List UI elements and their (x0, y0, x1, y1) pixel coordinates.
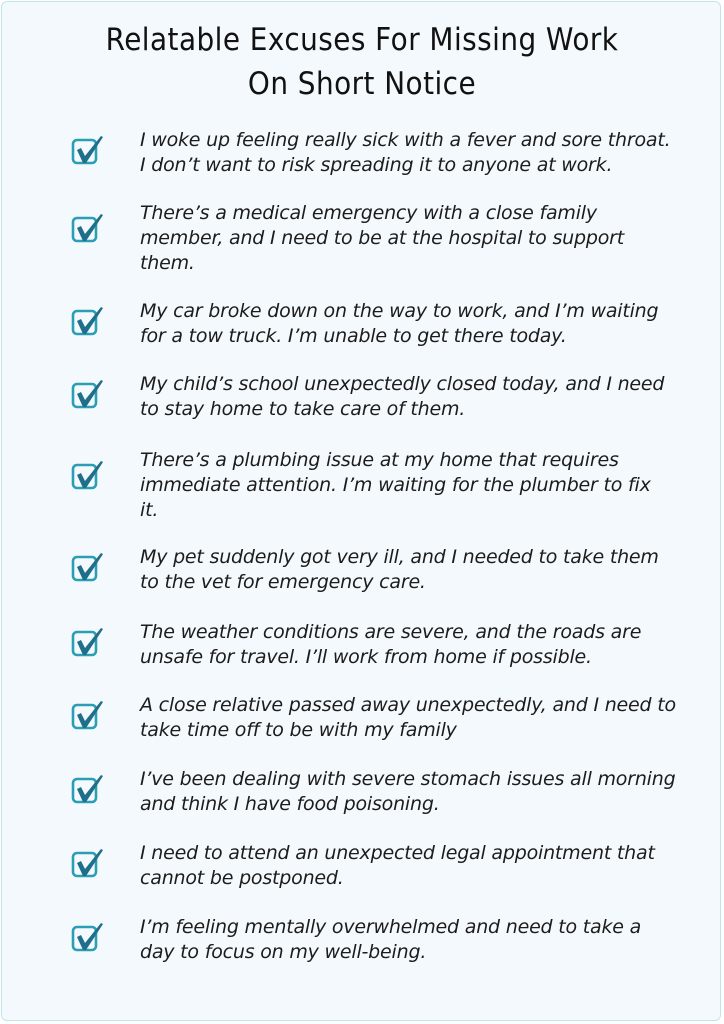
list-item-line: A close relative passed away unexpectedly, and I need to (140, 694, 676, 716)
list-item-text (140, 693, 700, 743)
list-item-text (140, 767, 700, 817)
list-item-line: I don’t want to risk spreading it to anyone at work. (140, 154, 613, 176)
list-item-line: for a tow truck. I’m unable to get there today. (140, 325, 567, 347)
list-item-line: day to focus on my well-being. (140, 941, 427, 963)
list-item-line: member, and I need to be at the hospital to support (140, 227, 624, 249)
list-item-line: There’s a plumbing issue at my home that requires (140, 449, 619, 471)
list-item-line: I woke up feeling really sick with a fever and sore throat. (140, 129, 671, 151)
list-item-line: The weather conditions are severe, and the roads are (140, 621, 642, 643)
checkbox-checked-icon (71, 377, 105, 411)
checkbox-checked-icon (71, 698, 105, 732)
list-item-line: My pet suddenly got very ill, and I needed to take them (140, 546, 659, 568)
checkbox-checked-icon (71, 625, 105, 659)
list-item-line: unsafe for travel. I’ll work from home if possible. (140, 646, 592, 668)
list-item-text (140, 620, 700, 670)
list-item-line: it. (140, 499, 159, 521)
list-item-line: take time off to be with my family (140, 719, 457, 741)
checkbox-checked-icon (71, 772, 105, 806)
list-item-line: to stay home to take care of them. (140, 398, 466, 420)
title-line-1: Relatable Excuses For Missing Work (105, 22, 619, 58)
checkbox-checked-icon (71, 920, 105, 954)
list-item-line: There’s a medical emergency with a close family (140, 202, 597, 224)
title-line-2: On Short Notice (247, 66, 477, 102)
checkbox-checked-icon (71, 458, 105, 492)
list-item-text (140, 299, 700, 349)
list-item-line: I need to attend an unexpected legal appointment that (140, 842, 655, 864)
list-item-line: I’ve been dealing with severe stomach issues all morning (140, 768, 676, 790)
list-item-line: and think I have food poisoning. (140, 793, 440, 815)
checkbox-checked-icon (71, 550, 105, 584)
list-item-text (140, 201, 700, 276)
list-item-line: them. (140, 252, 195, 274)
list-item-line: cannot be postponed. (140, 867, 344, 889)
list-item-line: to the vet for emergency care. (140, 571, 426, 593)
page-title (36, 18, 688, 106)
list-item-text (140, 372, 700, 422)
list-item-text (140, 915, 700, 965)
list-item-line: My car broke down on the way to work, and I’m waiting (140, 300, 659, 322)
list-item-line: I’m feeling mentally overwhelmed and need to take a (140, 916, 642, 938)
checkbox-checked-icon (71, 133, 105, 167)
list-item-text (140, 448, 700, 523)
list-item-text (140, 545, 700, 595)
checkbox-checked-icon (71, 211, 105, 245)
list-item-text (140, 128, 700, 178)
checkbox-checked-icon (71, 846, 105, 880)
list-item-line: My child’s school unexpectedly closed today, and I need (140, 373, 665, 395)
list-item-line: immediate attention. I’m waiting for the plumber to fix (140, 474, 651, 496)
checkbox-checked-icon (71, 304, 105, 338)
list-item-text (140, 841, 700, 891)
